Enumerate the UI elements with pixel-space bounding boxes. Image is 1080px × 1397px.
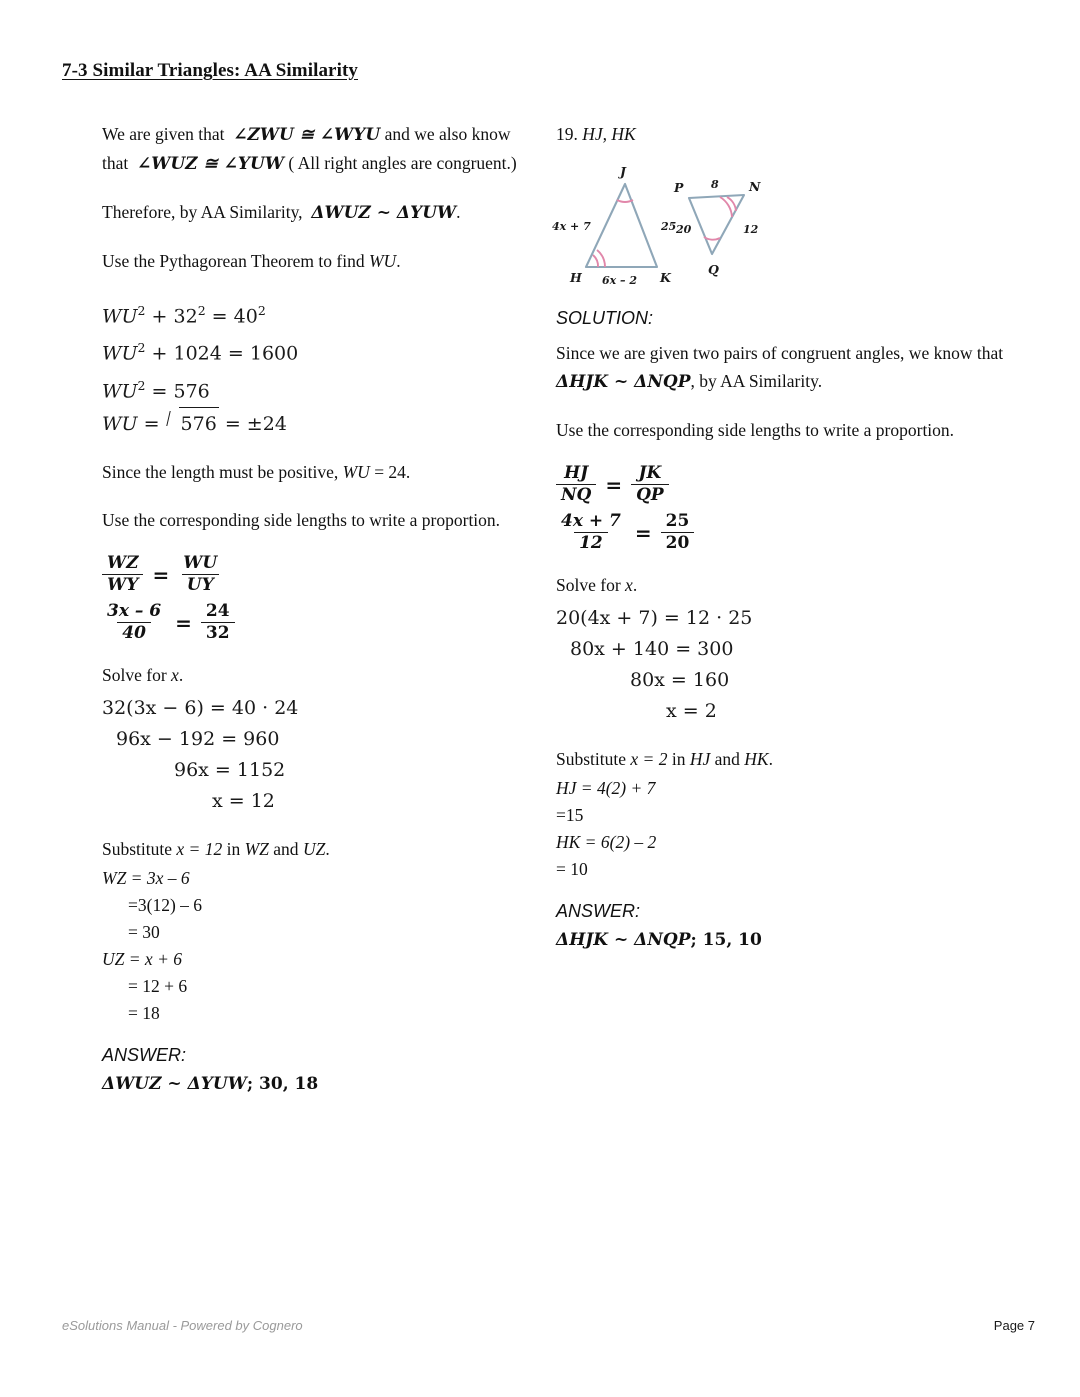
solve-text: Solve for [556, 575, 621, 596]
similarity-statement: ΔWUZ ~ ΔYUW [311, 203, 457, 223]
fraction-right [201, 602, 235, 643]
similar-triangles-figure [548, 154, 783, 294]
substitution-line: = 30 [128, 922, 160, 943]
equation-line: 32(3x − 6) = 40 · 24 [102, 697, 299, 720]
proportion-equations-right [556, 464, 1026, 553]
solve-equations-left [102, 693, 522, 817]
substitute-period: . [325, 839, 330, 860]
fraction-denominator: UY [182, 574, 219, 595]
substitute-period: . [768, 749, 773, 770]
substitution-line: HK = 6(2) – 2 [556, 832, 657, 853]
solution-text-a: Since we are given two pairs of congruent angles, we know that [556, 343, 1004, 363]
equation-line: 96x = 1152 [174, 759, 286, 782]
substitution-line: =3(12) – 6 [128, 895, 203, 916]
answer-numbers: ; 15, 10 [690, 930, 762, 951]
given-text-b: and we also know that [102, 124, 511, 173]
equation-line: $WU^2 = 576$ [102, 377, 210, 402]
fraction-right [661, 512, 695, 553]
vertex-label-n: N [749, 179, 761, 194]
fraction-left [102, 554, 144, 595]
pythagorean-intro-period: . [396, 251, 401, 271]
answer-label-right: ANSWER: [556, 901, 641, 922]
answer-label-left: ANSWER: [102, 1045, 187, 1066]
equation-line: x = 2 [666, 700, 717, 723]
given-angle-pair-1: ∠ZWU ≅ ∠WYU [233, 125, 381, 145]
vertex-label-k: K [660, 270, 671, 285]
substitute-intro-right [556, 745, 1026, 773]
page-title: 7-3 Similar Triangles: AA Similarity [62, 60, 358, 81]
equation-line: 80x + 140 = 300 [570, 638, 734, 661]
solution-paragraph [556, 339, 1026, 396]
fraction-denominator: 40 [117, 622, 151, 643]
answer-value-right [556, 930, 1026, 950]
pythagorean-intro-text: Use the Pythagorean Theorem to find [102, 251, 365, 271]
substitution-line: HJ = 4(2) + 7 [556, 778, 656, 799]
given-text-c: ( All right angles are congruent.) [288, 153, 517, 173]
fraction-numerator: 4x + 7 [561, 511, 621, 532]
fraction-denominator: 20 [661, 532, 695, 553]
side-label-pq: 20 [676, 223, 692, 236]
vertex-label-q: Q [708, 262, 719, 277]
positive-length-note [102, 458, 522, 486]
substitute-and: and [273, 839, 299, 860]
equation-line: $WU^2 + 1024 = 1600$ [102, 340, 299, 365]
triangle-pqn-shape [689, 195, 744, 254]
problem-text: HJ, HK [582, 124, 636, 144]
fraction-denominator: WY [102, 574, 143, 595]
proportion-equations-left [102, 554, 522, 643]
solve-var: x [171, 665, 179, 686]
substitution-line: WZ = 3x – 6 [102, 868, 190, 889]
vertex-label-p: P [674, 180, 684, 195]
positive-note-var: WU [342, 461, 370, 482]
pythagorean-equations [102, 295, 522, 440]
left-column [102, 120, 522, 1094]
solve-label-right [556, 571, 1026, 599]
fraction-left [556, 464, 596, 505]
fraction-denominator: 32 [201, 622, 235, 643]
angle-mark-q [704, 237, 720, 240]
page-footer [62, 1318, 1035, 1333]
fraction-numerator: 24 [205, 601, 230, 622]
positive-note-value: = 24. [374, 461, 411, 482]
solution-similarity: ΔHJK ~ ΔNQP [556, 372, 691, 392]
side-label-hk: 6x – 2 [602, 274, 638, 287]
substitute-in: in [226, 839, 241, 860]
proportion-row-1 [556, 464, 1026, 505]
substitution-line: = 10 [556, 859, 588, 880]
fraction-numerator: WZ [107, 552, 139, 573]
solve-period: . [178, 665, 184, 686]
footer-attribution: eSolutions Manual - Powered by Cognero [62, 1318, 303, 1333]
substitute-text: Substitute [102, 839, 173, 860]
fraction-denominator: 12 [574, 532, 608, 553]
solve-equations-right [556, 603, 1026, 727]
pythagorean-intro [102, 247, 522, 275]
right-column [552, 120, 1026, 951]
pythagorean-intro-var: WU [368, 251, 397, 271]
angle-mark-h-outer [593, 255, 598, 267]
substitute-in: in [671, 749, 686, 770]
answer-value-left [102, 1074, 522, 1094]
substitute-computation-right [556, 775, 1026, 883]
substitute-computation-left [102, 865, 522, 1027]
substitution-line: UZ = x + 6 [102, 949, 183, 970]
side-label-pn: 8 [711, 178, 719, 191]
therefore-period: . [456, 202, 461, 222]
equals-sign: = [634, 520, 652, 545]
fraction-numerator: 3x – 6 [107, 601, 162, 622]
fraction-numerator: HJ [564, 463, 589, 483]
therefore-text: Therefore, by AA Similarity, [102, 202, 303, 222]
equals-sign: = [175, 610, 192, 635]
solve-var: x [625, 575, 633, 596]
side-label-jk: 25 [661, 220, 677, 233]
answer-similarity: ΔHJK ~ ΔNQP [556, 930, 691, 951]
equals-sign: = [605, 472, 623, 497]
fraction-numerator: WU [183, 552, 218, 573]
fraction-denominator: QP [631, 484, 669, 505]
fraction-right [178, 554, 222, 595]
proportion-intro-right: Use the corresponding side lengths to write a proportion. [556, 420, 955, 440]
substitute-var-1: WZ [244, 839, 269, 860]
vertex-label-h: H [570, 270, 582, 285]
substitution-line: =15 [556, 805, 584, 826]
vertex-label-j: J [620, 164, 626, 179]
proportion-row-1 [102, 554, 522, 595]
substitution-line: = 18 [128, 1003, 160, 1024]
equation-line: 80x = 160 [630, 669, 730, 692]
equation-line: 20(4x + 7) = 12 · 25 [556, 607, 753, 630]
substitute-var-2: UZ [302, 839, 326, 860]
equals-sign: = [152, 562, 170, 587]
footer-page-number: Page 7 [993, 1318, 1035, 1333]
substitute-eq: x = 12 [176, 839, 223, 860]
substitute-eq: x = 2 [630, 749, 668, 770]
equation-line: x = 12 [212, 790, 275, 813]
given-statement-paragraph [102, 120, 522, 178]
solution-text-b: , by AA Similarity. [690, 371, 823, 391]
given-text-a: We are given that [102, 124, 225, 144]
answer-numbers: ; 30, 18 [246, 1074, 319, 1095]
proportion-row-2 [556, 512, 1026, 553]
substitute-intro-left [102, 835, 522, 863]
solve-period: . [632, 575, 638, 596]
side-label-hj: 4x + 7 [552, 220, 591, 233]
fraction-left [556, 512, 626, 553]
fraction-left [102, 602, 166, 643]
fraction-numerator: JK [638, 463, 662, 483]
solve-label-left [102, 661, 522, 689]
angle-mark-j [617, 200, 633, 202]
given-angle-pair-2: ∠WUZ ≅ ∠YUW [137, 154, 284, 174]
proportion-row-2 [102, 602, 522, 643]
problem-statement [556, 120, 1026, 148]
equation-line: WU = 576 = ±24 [102, 407, 522, 440]
solution-label: SOLUTION: [556, 308, 654, 328]
fraction-denominator: NQ [556, 484, 596, 505]
substitute-var-2: HK [744, 749, 769, 770]
triangle-hjk-shape [586, 184, 657, 267]
problem-number: 19. [556, 124, 578, 144]
therefore-paragraph [102, 198, 522, 227]
equation-line: $WU^2 + 32^2 = 40^2$ [102, 303, 266, 328]
positive-note-text: Since the length must be positive, [102, 461, 339, 482]
fraction-numerator: 25 [665, 511, 690, 532]
proportion-intro-left: Use the corresponding side lengths to write a proportion. [102, 509, 501, 530]
substitute-var-1: HJ [689, 749, 711, 770]
substitution-line: = 12 + 6 [128, 976, 188, 997]
substitute-and: and [714, 749, 740, 770]
substitute-text: Substitute [556, 749, 627, 770]
fraction-right [631, 464, 669, 505]
side-label-nq: 12 [743, 223, 759, 236]
answer-similarity: ΔWUZ ~ ΔYUW [102, 1074, 247, 1095]
equation-line: 96x − 192 = 960 [116, 728, 280, 751]
solve-text: Solve for [102, 665, 167, 686]
